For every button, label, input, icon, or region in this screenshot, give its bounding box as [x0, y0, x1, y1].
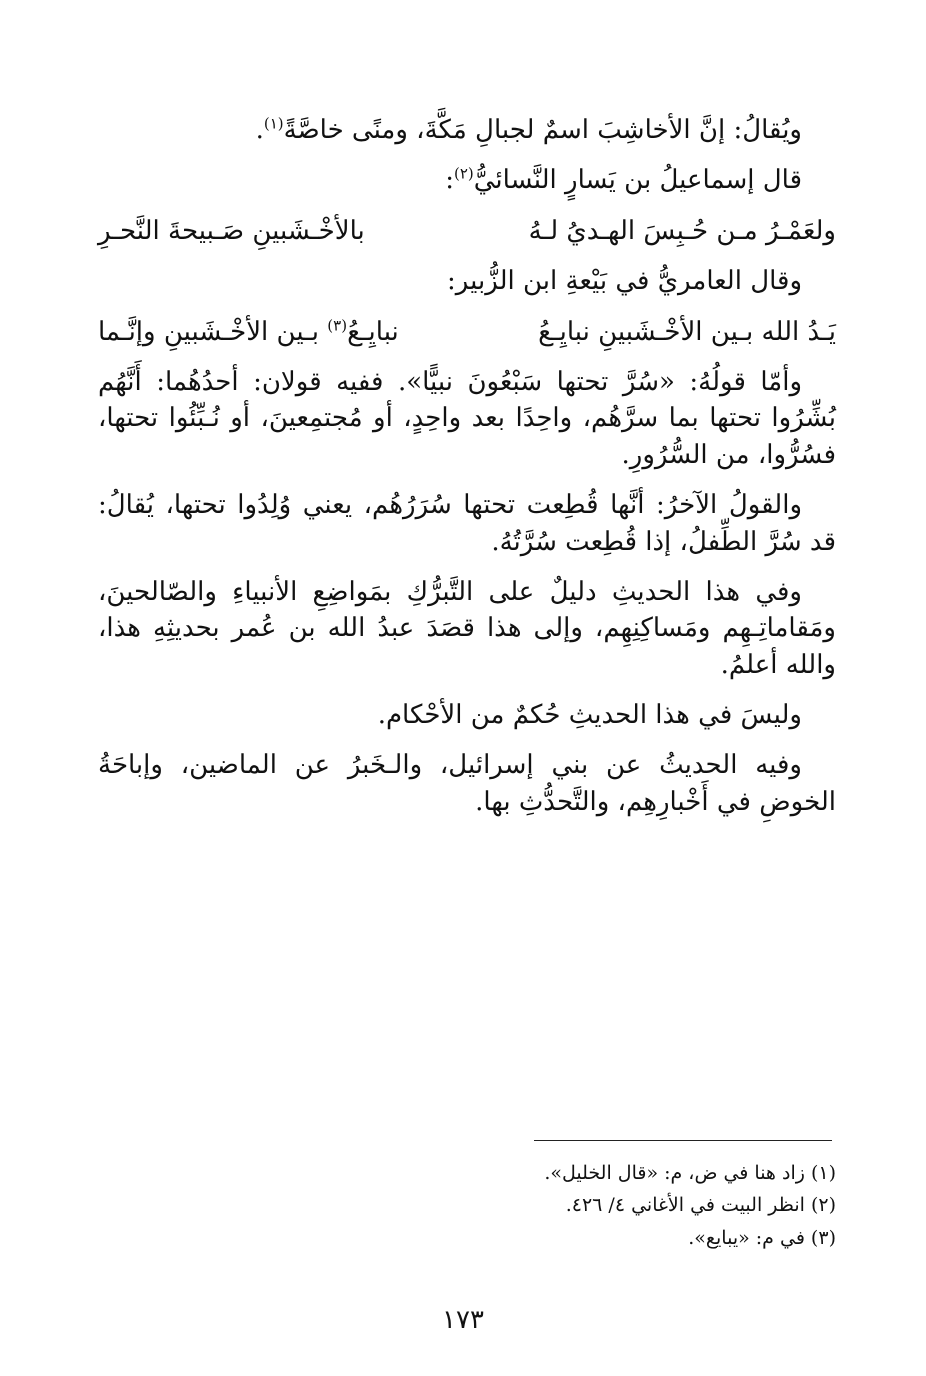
paragraph-6: وفي هذا الحديثِ دليلٌ على التَّبرُّكِ بمَواضِعِ الأنبياءِ والصّالحينَ، ومَقاماتِـهِم ومَساكِنِهِم، وإلى هذا قصَدَ عبدُ الله بن عُمر بحديثِهِ هذا، والله أعلمُ. — [98, 576, 836, 680]
footnote-ref-3: (٣) — [327, 315, 348, 334]
verse-2-first-hemistich: يَـدُ الله بـين الأخْـشَبينِ نبايِـعُ — [538, 316, 836, 347]
paragraph-8: وفيه الحديثُ عن بني إسرائيل، والـخَبرُ عن الماضين، وإباحَةُ الخوضِ في أَخْبارِهِم، والتَّحدُّثِ بها. — [98, 750, 836, 817]
main-text — [98, 112, 836, 834]
footnotes — [98, 1158, 836, 1255]
paragraph-1: ويُقالُ: إنَّ الأخاشِبَ اسمٌ لجبالِ مَكَّةَ، ومنًى خاصَّةً$^{(١)}$. — [255, 114, 802, 145]
verse-1-second-hemistich: بالأخْـشَبينِ صَـبيحةَ النَّحـرِ — [98, 215, 365, 246]
paragraph-2 — [98, 162, 836, 198]
verse-2-second-hemistich — [98, 314, 399, 350]
page-number: ١٧٣ — [442, 1305, 484, 1335]
footnote-2: (٢) انظر البيت في الأغاني ٤/ ٤٢٦. — [565, 1194, 836, 1217]
footnote-1: (١) زاد هنا في ض، م: «قال الخليل». — [544, 1162, 836, 1184]
verse-2-word: نبايِـعُ — [347, 316, 399, 347]
verse-1 — [98, 213, 836, 249]
paragraph-5: والقولُ الآخرُ: أنَّها قُطِعت تحتها سُرَرُهُم، يعني وُلِدُوا تحتها، يُقالُ: قد سُرَّ الطِّفلُ، إذا قُطِعت سُرَّتُهُ. — [98, 490, 836, 557]
paragraph-2-colon: : — [445, 165, 454, 196]
paragraph-7: وليسَ في هذا الحديثِ حُكمٌ من الأحْكام. — [377, 700, 802, 731]
verse-2 — [98, 314, 836, 350]
footnote-ref-2: (٢) — [453, 164, 474, 183]
footnote-3: (٣) في م: «يبايع». — [688, 1226, 836, 1249]
footnote-ref-1: (١) — [263, 114, 284, 133]
footnote-divider — [534, 1140, 832, 1141]
paragraph-4: وأمّا قولُهُ: «سُرَّ تحتها سَبْعُونَ نبيًّا». ففيه قولان: أحدُهُما: أَنَّهُم بُشِّرُوا تحتها بما سرَّهُم، واحِدًا بعد واحِدٍ، أو مُجتمِعينَ، أو نُـبِّئُوا تحتها، فسُرُّوا، من السُّرُورِ. — [98, 366, 836, 470]
verse-2-rest: بـين الأخْـشَبينِ وإنَّـما — [98, 316, 328, 347]
verse-1-first-hemistich: ولعَمْـرُ مـن حُـبِسَ الهـديُ لـهُ — [528, 215, 836, 246]
paragraph-3: وقال العامريُّ في بَيْعةِ ابن الزُّبير: — [447, 266, 802, 297]
paragraph-2-text: قال إسماعيلُ بن يَسارٍ النَّسائيُّ — [473, 165, 802, 196]
paragraph-1-text: ويُقالُ: إنَّ الأخاشِبَ اسمٌ لجبالِ مَكَّةَ، ومنًى خاصَّةً — [283, 115, 802, 145]
